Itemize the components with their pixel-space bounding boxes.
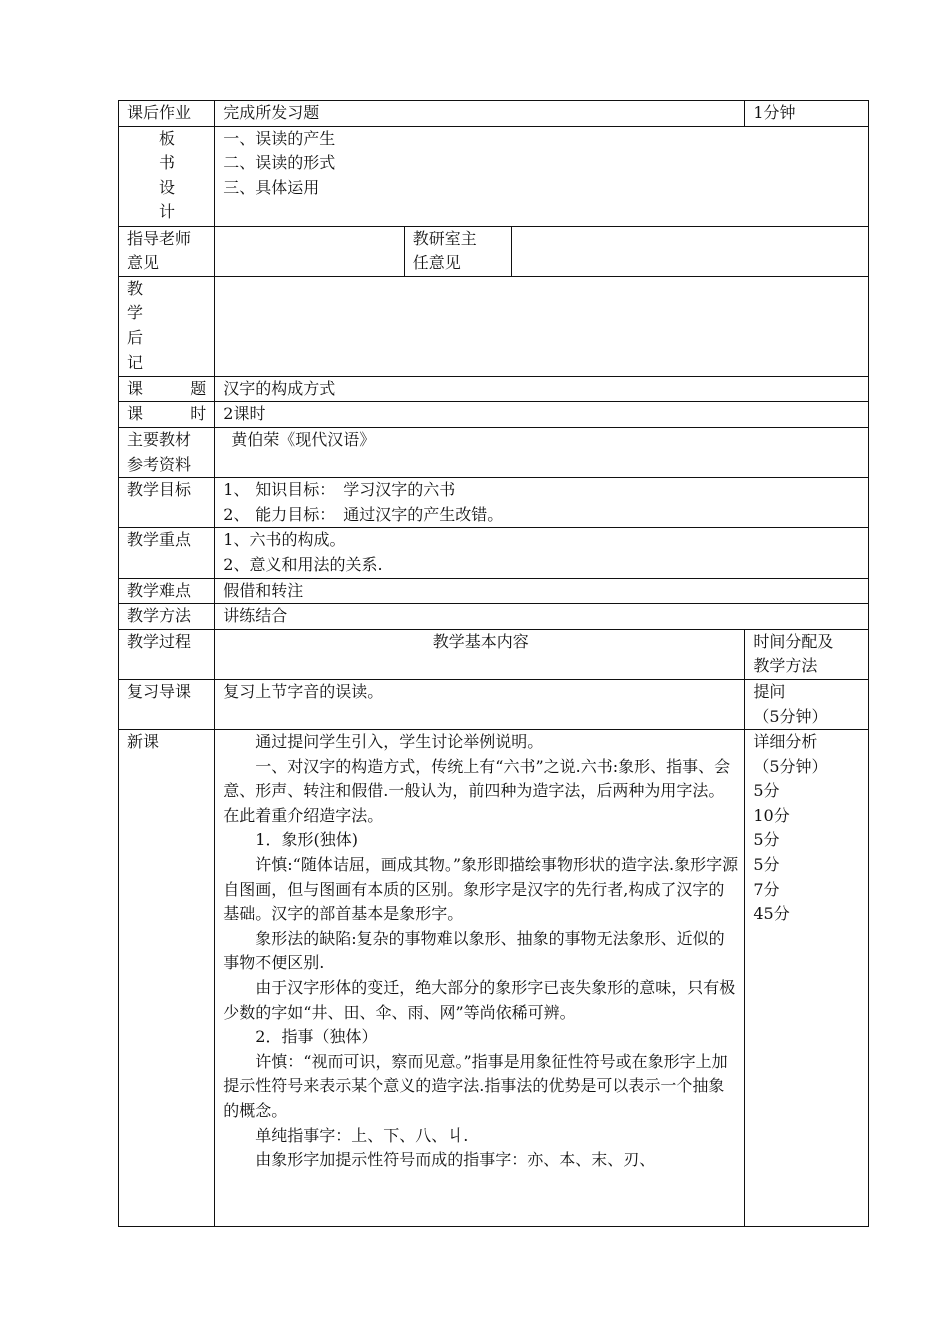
opinions-row (119, 226, 869, 276)
board-label-char: 设 (159, 177, 176, 197)
advisor-label-line: 意见 (127, 253, 160, 273)
board-line: 一、误读的产生 (223, 128, 336, 148)
hours-label-a: 课 (127, 404, 144, 424)
postscript-label-char: 后 (127, 327, 144, 347)
topic-row (119, 376, 869, 402)
homework-content: 完成所发习题 (215, 101, 745, 127)
methods-label: 教学方法 (119, 604, 215, 630)
process-header-row (119, 629, 869, 679)
objective-number: 2、 (223, 504, 250, 524)
key-point-line: 2、意义和用法的关系. (223, 554, 383, 574)
process-time-header-line: 教学方法 (753, 656, 818, 676)
time-allocation-line: （5分钟） (753, 756, 828, 776)
process-time-header (745, 629, 869, 679)
time-allocation-line: 45分 (753, 904, 790, 924)
lesson-paragraph: 许慎：“视而可识，察而见意。”指事是用象征性符号或在象形字上加提示性符号来表示某个意义的造字法.指事法的优势是可以表示一个抽象的概念。 (223, 1051, 728, 1120)
materials-label (119, 427, 215, 477)
hours-label-b: 时 (190, 404, 207, 424)
postscript-label-char: 学 (127, 303, 144, 323)
hours-value: 2课时 (215, 402, 869, 428)
objective-text: 能力目标： 通过汉字的产生改错。 (255, 504, 504, 524)
difficulties-label: 教学难点 (119, 578, 215, 604)
objective-item (223, 503, 862, 528)
topic-label-a: 课 (127, 378, 144, 398)
lesson-paragraph: 由象形字加提示性符号而成的指事字：亦、本、末、刃、 (255, 1150, 656, 1170)
postscript-field (215, 276, 869, 376)
lesson-plan-table (118, 100, 869, 1227)
board-label-char: 计 (159, 202, 176, 222)
objective-text: 知识目标： 学习汉字的六书 (255, 480, 456, 500)
postscript-label-char: 记 (127, 352, 144, 372)
objective-item (223, 478, 862, 503)
time-allocation-line: 5分 (753, 830, 780, 850)
review-content: 复习上节字音的误读。 (215, 679, 745, 729)
board-line: 三、具体运用 (223, 177, 320, 197)
homework-time: 1分钟 (745, 101, 869, 127)
lesson-paragraph: 通过提问学生引入，学生讨论举例说明。 (255, 732, 544, 752)
review-time-line: （5分钟） (753, 706, 828, 726)
time-allocation-line: 5分 (753, 855, 780, 875)
time-allocation-line: 7分 (753, 879, 780, 899)
difficulties-value: 假借和转注 (215, 578, 869, 604)
objectives-content (215, 478, 869, 528)
director-label (404, 226, 511, 276)
lesson-paragraph: 象形法的缺陷:复杂的事物难以象形、抽象的事物无法象形、近似的事物不便区别. (223, 928, 725, 973)
materials-value: 黄伯荣《现代汉语》 (215, 427, 869, 477)
homework-label: 课后作业 (119, 101, 215, 127)
director-opinion-field (512, 226, 869, 276)
board-design-content (215, 126, 869, 226)
board-label-char: 板 (159, 128, 176, 148)
board-design-row (119, 126, 869, 226)
key-point-line: 1、六书的构成。 (223, 530, 346, 550)
review-time-line: 提问 (753, 681, 786, 701)
lesson-paragraph: 1．象形(独体) (255, 830, 358, 850)
process-label: 教学过程 (119, 629, 215, 679)
topic-value: 汉字的构成方式 (215, 376, 869, 402)
postscript-label-char: 教 (127, 278, 144, 298)
lesson-paragraph: 由于汉字形体的变迁，绝大部分的象形字已丧失象形的意味，只有极少数的字如“井、田、伞、雨、网”等尚依稀可辨。 (223, 978, 736, 1022)
time-allocation-line: 10分 (753, 805, 790, 825)
materials-row (119, 427, 869, 477)
director-label-line: 教研室主 (412, 228, 477, 248)
lesson-paragraph: 一、对汉字的构造方式，传统上有“六书”之说.六书:象形、指事、会意、形声、转注和假借.一般认为，前四种为造字法，后两种为用字法。在此着重介绍造字法。 (223, 756, 731, 825)
hours-label (119, 402, 215, 428)
objectives-row (119, 478, 869, 528)
hours-row (119, 402, 869, 428)
advisor-opinion-field (215, 226, 405, 276)
lesson-paragraph: 单纯指事字：上、下、八、丩. (255, 1125, 469, 1145)
difficulties-row (119, 578, 869, 604)
director-label-line: 任意见 (412, 253, 461, 273)
new-lesson-time (745, 730, 869, 1227)
review-row (119, 679, 869, 729)
review-time (745, 679, 869, 729)
materials-label-line: 参考资料 (127, 454, 192, 474)
advisor-label (119, 226, 215, 276)
topic-label-b: 题 (190, 378, 207, 398)
objectives-label: 教学目标 (119, 478, 215, 528)
new-lesson-row (119, 730, 869, 1227)
new-lesson-content (215, 730, 745, 1227)
advisor-label-line: 指导老师 (127, 228, 192, 248)
key-points-row (119, 528, 869, 578)
time-allocation-line: 详细分析 (753, 732, 818, 752)
postscript-label (119, 276, 215, 376)
key-points-content (215, 528, 869, 578)
methods-row (119, 604, 869, 630)
objective-number: 1、 (223, 480, 250, 500)
postscript-row (119, 276, 869, 376)
board-design-label (119, 126, 215, 226)
key-points-label: 教学重点 (119, 528, 215, 578)
process-time-header-line: 时间分配及 (753, 631, 834, 651)
new-lesson-label: 新课 (119, 730, 215, 1227)
homework-row (119, 101, 869, 127)
lesson-paragraph: 许慎:“随体诘屈，画成其物。”象形即描绘事物形状的造字法.象形字源自图画，但与图画有本质的区别。象形字是汉字的先行者,构成了汉字的基础。汉字的部首基本是象形字。 (223, 855, 739, 924)
process-content-header: 教学基本内容 (215, 629, 745, 679)
lesson-paragraph: 2．指事（独体） (255, 1027, 378, 1047)
board-line: 二、误读的形式 (223, 153, 336, 173)
time-allocation-line: 5分 (753, 781, 780, 801)
topic-label (119, 376, 215, 402)
materials-label-line: 主要教材 (127, 429, 192, 449)
board-label-char: 书 (159, 153, 176, 173)
methods-value: 讲练结合 (215, 604, 869, 630)
review-label: 复习导课 (119, 679, 215, 729)
